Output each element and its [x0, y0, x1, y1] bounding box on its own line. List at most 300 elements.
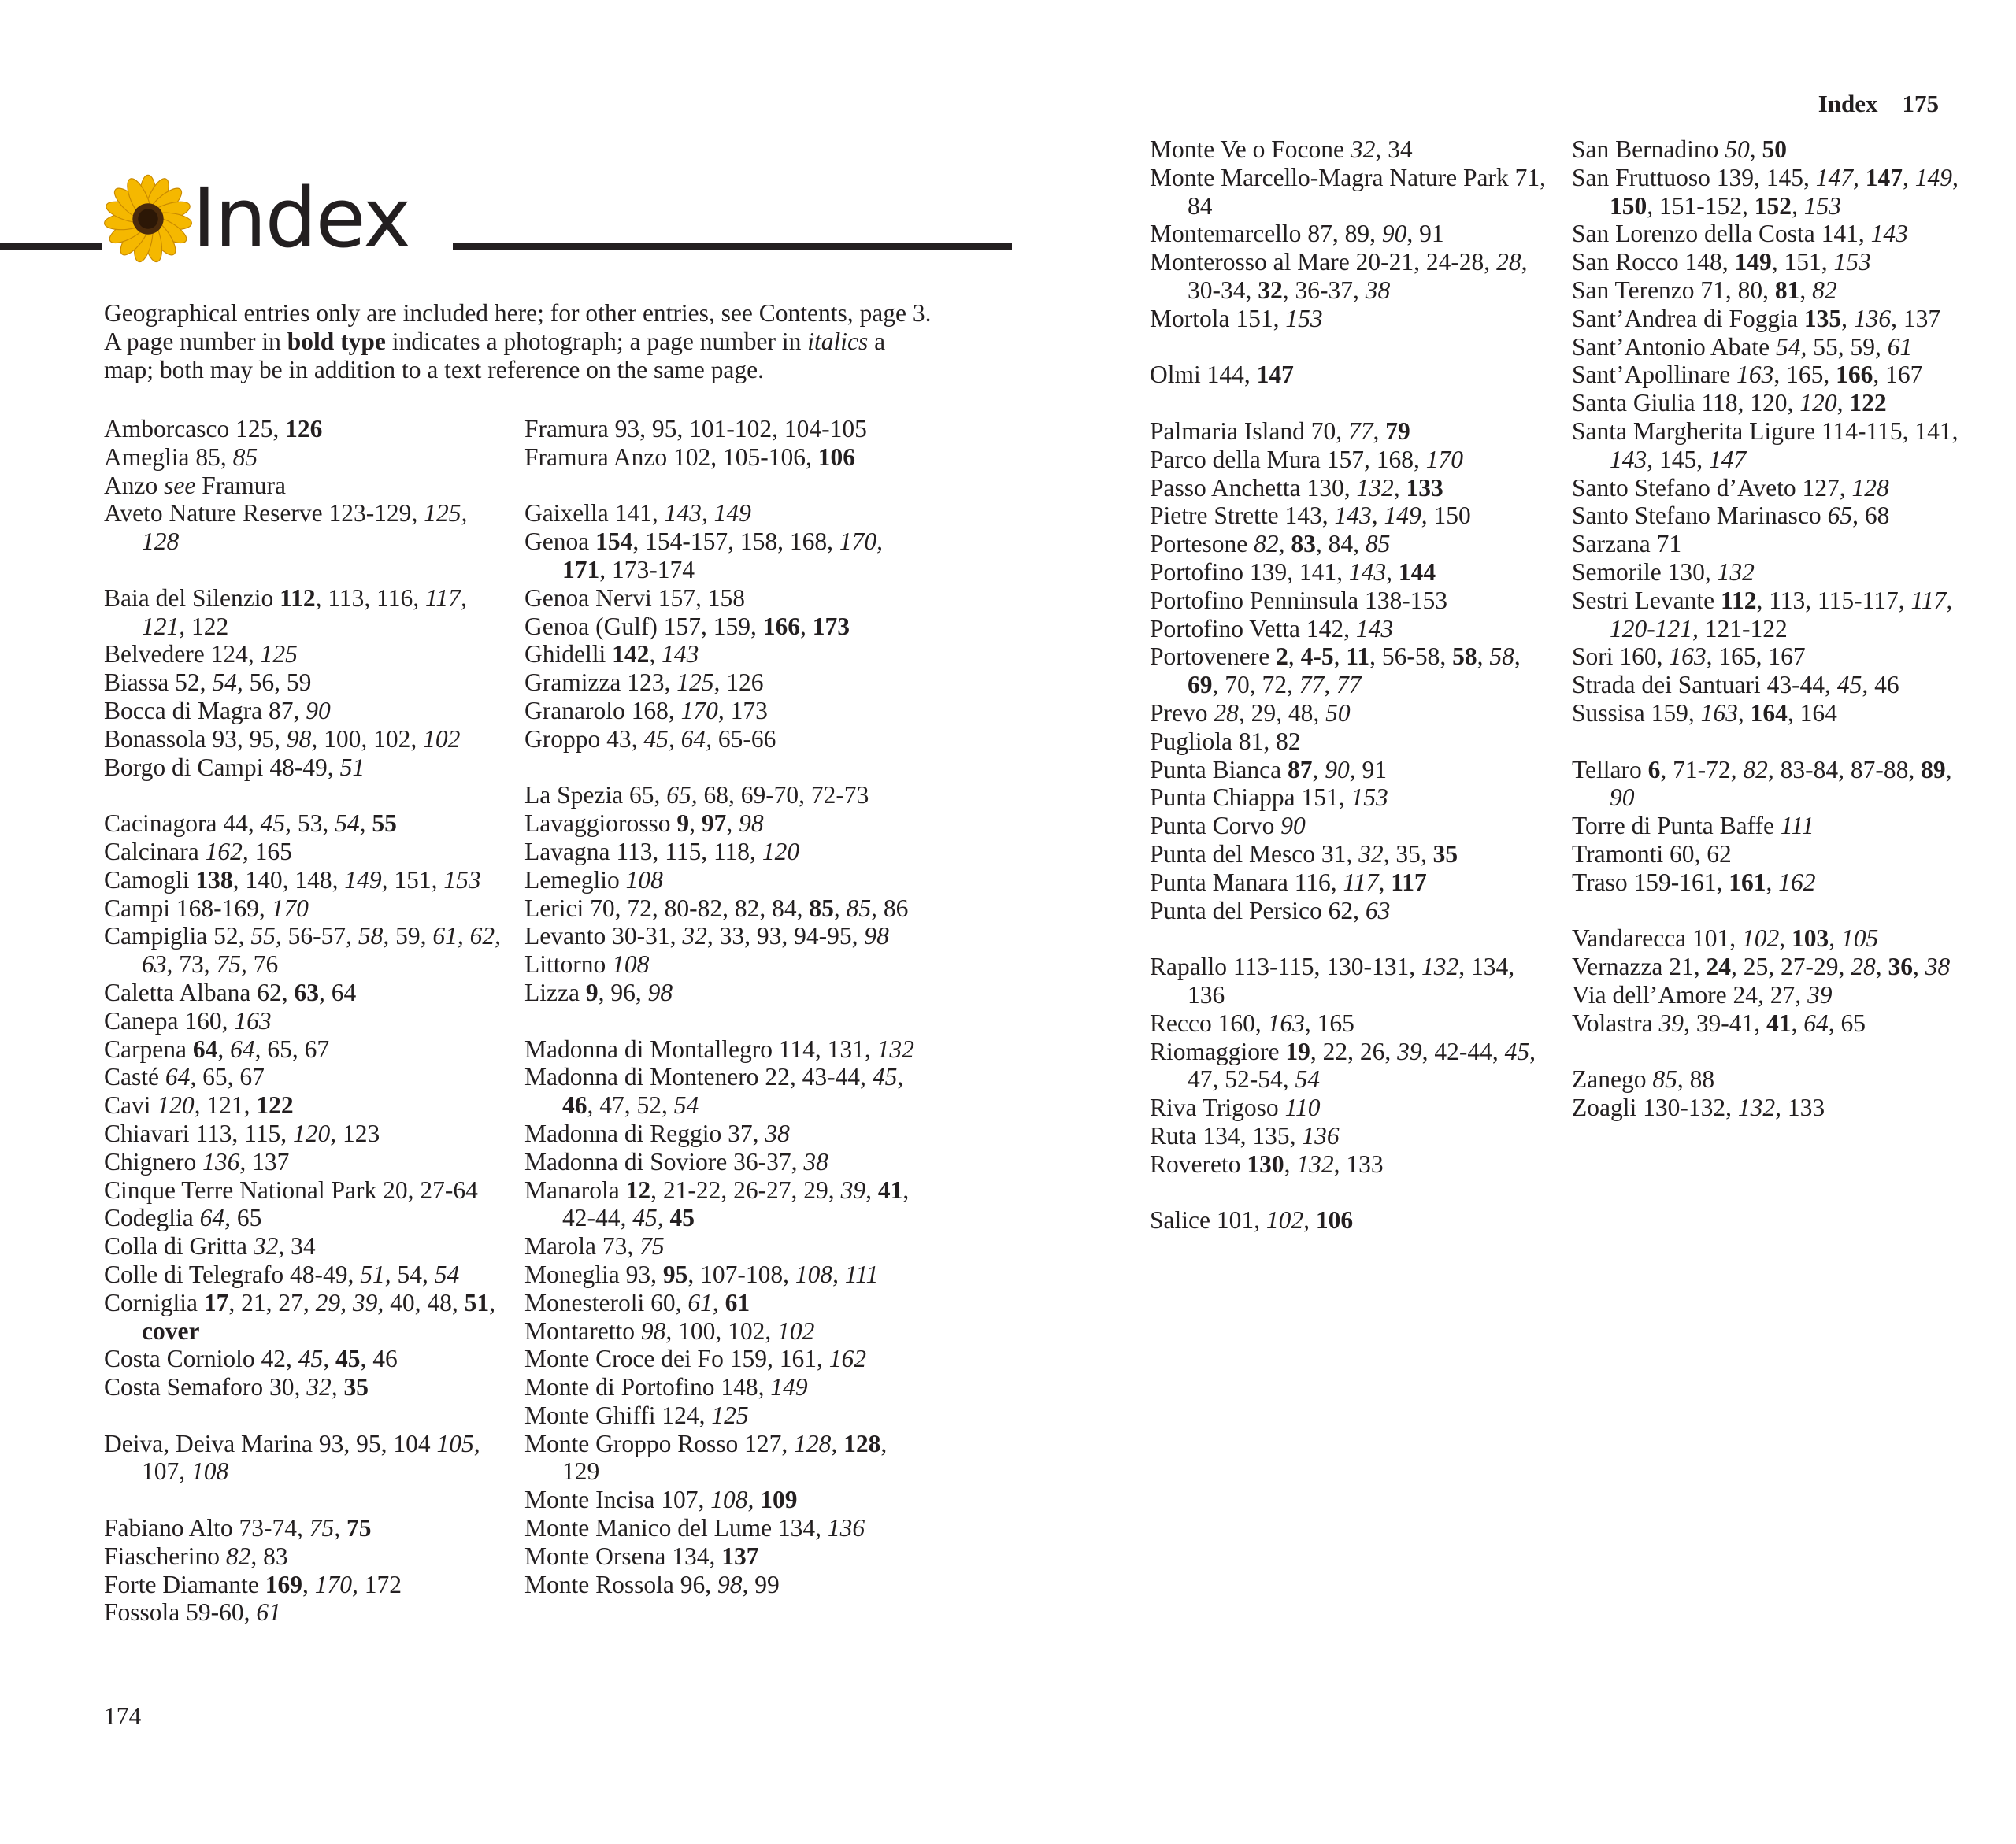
entry-name: Campiglia	[104, 922, 214, 950]
index-entry	[1150, 1150, 1551, 1179]
entry-name: Costa Corniolo	[104, 1345, 261, 1373]
index-entry	[1572, 333, 1973, 361]
photo-page-ref: 2	[1276, 642, 1288, 671]
photo-page-ref: 89	[1921, 755, 1946, 783]
photo-page-ref: 4-5	[1300, 642, 1334, 671]
index-entry	[524, 640, 926, 668]
entry-name: Punta del Persico	[1150, 896, 1329, 924]
sunflower-icon	[102, 173, 194, 265]
map-page-ref: 136,	[202, 1147, 246, 1176]
index-entry	[1150, 728, 1551, 756]
page-ref: 101,	[1692, 924, 1743, 953]
index-column-3	[1150, 135, 1551, 1235]
map-page-ref: 98	[864, 922, 889, 950]
page-ref: 85	[195, 442, 220, 471]
page-ref: ,	[1303, 1206, 1316, 1235]
page-ref: 42,	[261, 1345, 298, 1373]
entry-name: Madonna di Montallegro	[524, 1035, 779, 1063]
entry-name: Tramonti	[1572, 839, 1670, 868]
index-entry	[104, 1063, 506, 1091]
page-ref: , 56-58,	[1369, 642, 1453, 671]
page-ref: ,	[1749, 135, 1762, 163]
entry-name: Amborcasco	[104, 415, 236, 442]
index-entry	[1572, 587, 1973, 643]
index-entry	[1150, 135, 1551, 164]
page-ref: 148,	[721, 1373, 771, 1402]
map-page-ref: 147	[1709, 445, 1747, 473]
entry-name: Sarzana	[1572, 530, 1657, 558]
map-page-ref: 90	[1280, 812, 1306, 840]
index-entry	[104, 1261, 506, 1289]
page-ref: 113, 115, 118,	[616, 837, 762, 865]
map-page-ref: 32,	[306, 1373, 338, 1402]
index-entry	[1150, 756, 1551, 784]
page-ref: 70,	[1310, 417, 1348, 445]
entry-name: Colla di Gritta	[104, 1232, 254, 1261]
index-entry	[1150, 783, 1551, 812]
index-entry	[1572, 135, 1973, 164]
map-page-ref: 128,	[794, 1429, 838, 1457]
entry-name: Aveto Nature Reserve	[104, 499, 329, 528]
map-page-ref: 64,	[199, 1204, 231, 1232]
page-ref: 68, 69-70, 72-73	[697, 781, 869, 809]
page-ref: ,	[1333, 642, 1347, 671]
page-ref: , 70, 72,	[1212, 671, 1299, 699]
index-entry	[1150, 1206, 1551, 1235]
entry-name: Caletta Albana	[104, 978, 258, 1006]
index-entry	[104, 499, 506, 556]
photo-page-ref: 147	[1256, 361, 1294, 389]
map-page-ref: 54	[673, 1091, 699, 1120]
page-ref: 71, 80,	[1700, 276, 1775, 304]
page-ref: , 33, 93, 94-95,	[706, 922, 865, 950]
index-entry	[1572, 361, 1973, 389]
index-entry	[1572, 756, 1973, 813]
index-entry	[104, 1120, 506, 1148]
index-entry	[1572, 220, 1973, 248]
page-ref: 141,	[614, 499, 665, 528]
entry-name: Monte Ve o Focone	[1150, 135, 1351, 163]
index-entry	[524, 1176, 926, 1233]
entry-name: Passo Anchetta	[1150, 473, 1307, 502]
map-page-ref: 38	[1925, 953, 1951, 981]
page-ref: 139, 141,	[1249, 557, 1349, 586]
map-page-ref: 149,	[344, 865, 388, 894]
map-page-ref: 108	[191, 1457, 229, 1486]
page-ref: ,	[1386, 557, 1399, 586]
photo-page-ref: 173	[812, 612, 850, 640]
entry-name: Monte Groppo Rosso	[524, 1429, 745, 1457]
page-ref: , 35,	[1383, 839, 1433, 868]
page-ref	[340, 1514, 346, 1542]
page-ref: , 113, 115-117,	[1756, 586, 1911, 614]
map-page-ref: 120	[1799, 389, 1837, 417]
index-entry	[104, 1148, 506, 1176]
index-entry	[524, 499, 926, 528]
page-ref: , 21, 27,	[228, 1288, 316, 1316]
entry-name: Chignero	[104, 1147, 203, 1176]
photo-page-ref: 103	[1792, 924, 1829, 953]
map-page-ref: 170	[271, 894, 309, 922]
index-entry	[1572, 389, 1973, 417]
entry-name: Zoagli	[1572, 1094, 1644, 1122]
index-entry	[1150, 812, 1551, 840]
page-ref: , 96,	[598, 978, 648, 1006]
page-ref: 159,	[1651, 698, 1701, 727]
index-entry	[1572, 840, 1973, 868]
index-entry	[1150, 248, 1551, 305]
index-entry	[1150, 530, 1551, 558]
map-page-ref: 85	[1652, 1065, 1677, 1094]
entry-name: San Terenzo	[1572, 276, 1701, 304]
page-ref: 24, 27,	[1732, 980, 1808, 1009]
index-entry	[104, 640, 506, 668]
page-ref: ,	[1875, 953, 1888, 981]
page-ref: , 140, 148,	[232, 865, 345, 894]
page-ref: ,	[649, 640, 662, 668]
photo-page-ref: 126	[285, 415, 323, 442]
page-ref: 159-161,	[1633, 868, 1729, 896]
page-ref: 168-169,	[176, 894, 272, 922]
page-ref: 122	[185, 612, 229, 640]
photo-page-ref: 55	[372, 809, 397, 838]
map-page-ref: 45, 64,	[643, 724, 712, 753]
entry-name: Punta Manara	[1150, 868, 1295, 896]
map-page-ref: 153	[1803, 191, 1841, 220]
map-page-ref: 61, 62, 63,	[142, 922, 501, 979]
page-ref: 116,	[1294, 868, 1343, 896]
map-page-ref: 128	[1851, 473, 1889, 502]
photo-page-ref: 117	[1391, 868, 1427, 896]
index-entry	[104, 979, 506, 1007]
entry-name: Monte Incisa	[524, 1486, 662, 1514]
page-ref: ,	[1903, 163, 1915, 191]
entry-name: Borgo di Campi	[104, 753, 270, 781]
entry-name: Deiva, Deiva Marina	[104, 1429, 319, 1457]
index-entry	[104, 1571, 506, 1599]
page-ref: 160,	[1217, 1009, 1268, 1037]
map-page-ref: 162	[1778, 868, 1816, 896]
map-page-ref: 82,	[1254, 530, 1285, 558]
index-entry	[1150, 417, 1551, 446]
photo-page-ref: 142	[612, 640, 650, 668]
entry-name: Monte Marcello-Magra Nature Park	[1150, 163, 1515, 191]
map-page-ref: 149	[770, 1373, 808, 1402]
entry-name: Ameglia	[104, 442, 196, 471]
entry-name: Levanto	[524, 922, 613, 950]
index-entry	[1572, 502, 1973, 530]
page-ref: 160,	[184, 1006, 235, 1035]
entry-name: Corniglia	[104, 1288, 204, 1316]
map-page-ref: see	[164, 471, 196, 499]
page-ref: ,	[1792, 191, 1804, 220]
map-page-ref: 120,	[157, 1091, 201, 1120]
map-page-ref: 153	[1833, 248, 1871, 276]
page-ref: , 164	[1787, 698, 1837, 727]
entry-name: Moneglia	[524, 1260, 626, 1288]
photo-page-ref: 9	[676, 809, 690, 838]
page-ref: ,	[1799, 276, 1813, 304]
photo-page-ref: 166	[762, 612, 800, 640]
map-page-ref: 170	[1425, 445, 1464, 473]
page-ref: 114-115, 141,	[1821, 417, 1959, 445]
page-ref: ,	[1312, 755, 1325, 783]
map-page-ref: 102	[1266, 1206, 1304, 1235]
entry-name: Traso	[1572, 868, 1634, 896]
page-ref: 107,	[661, 1486, 711, 1514]
page-ref: 107,	[142, 1457, 191, 1486]
page-ref: ,	[1836, 389, 1850, 417]
map-page-ref: 108	[625, 865, 663, 894]
page-ref: , 21-22, 26-27, 29,	[650, 1176, 841, 1204]
map-page-ref: 162	[828, 1345, 866, 1373]
map-page-ref: 38	[803, 1147, 828, 1176]
photo-page-ref: cover	[142, 1316, 200, 1345]
map-page-ref: 153	[443, 865, 481, 894]
page-ref: 121-122	[1698, 614, 1788, 642]
page-ref: , 46	[1862, 671, 1899, 699]
photo-page-ref: 11	[1346, 642, 1370, 671]
index-entry	[524, 1373, 926, 1402]
entry-name: Codeglia	[104, 1204, 200, 1232]
map-page-ref: 45	[872, 1063, 898, 1091]
map-page-ref: 98	[647, 978, 673, 1006]
page-ref: , 39-41,	[1684, 1009, 1767, 1037]
entry-name: Santo Stefano Marinasco	[1572, 502, 1828, 530]
page-ref: 123,	[627, 668, 677, 697]
photo-page-ref: 169	[265, 1570, 302, 1598]
map-page-ref: 149	[1914, 163, 1953, 191]
page-ref: 44,	[223, 809, 261, 838]
entry-name: Bonassola	[104, 724, 213, 753]
photo-page-ref: 95	[662, 1260, 688, 1288]
page-ref: , 83-84, 87-88,	[1767, 755, 1922, 783]
map-page-ref: 64	[1803, 1009, 1829, 1037]
page-ref: , 129	[562, 1429, 888, 1486]
index-entry	[104, 668, 506, 697]
entry-name: Anzo	[104, 471, 165, 499]
photo-page-ref: 83	[1291, 530, 1316, 558]
page-ref: 130,	[1306, 473, 1357, 502]
entry-name: Portesone	[1150, 530, 1254, 558]
map-page-ref: 51	[339, 753, 365, 781]
entry-name: Zanego	[1572, 1065, 1653, 1094]
page-ref: 99	[748, 1570, 780, 1598]
entry-name: Bocca di Magra	[104, 696, 269, 724]
index-column-4	[1572, 135, 1973, 1122]
index-entry	[1150, 502, 1551, 530]
page-ref: ,	[897, 1063, 904, 1091]
page-ref: ,	[217, 1035, 231, 1063]
map-page-ref: 90	[1381, 220, 1407, 248]
photo-page-ref: 45	[669, 1204, 695, 1232]
page-ref: , 91	[1406, 220, 1444, 248]
map-page-ref: 38	[1365, 276, 1391, 304]
index-entry	[1150, 164, 1551, 220]
page-ref: , 46	[360, 1345, 398, 1373]
index-entry	[104, 1345, 506, 1373]
page-ref: , 107-108,	[687, 1260, 795, 1288]
photo-page-ref: 152	[1754, 191, 1792, 220]
map-page-ref: 63	[1365, 896, 1391, 924]
entry-name: Ghidelli	[524, 640, 613, 668]
page-ref: , 71-72,	[1660, 755, 1744, 783]
index-entry	[1572, 276, 1973, 305]
entry-name: Madonna di Soviore	[524, 1147, 734, 1176]
index-entry	[524, 1120, 926, 1148]
map-page-ref: 136	[827, 1514, 865, 1542]
photo-page-ref: 64	[192, 1035, 218, 1063]
page-ref: ,	[1324, 671, 1336, 699]
page-ref: 21,	[1669, 953, 1707, 981]
page-ref: 43-44,	[1766, 671, 1837, 699]
entry-name: Montemarcello	[1150, 220, 1308, 248]
page-ref: 87, 89,	[1307, 220, 1382, 248]
page-ref: 40, 48,	[384, 1288, 465, 1316]
page-ref: 20, 27-64	[383, 1176, 478, 1204]
page-ref: 150	[1427, 502, 1471, 530]
index-entry	[1150, 446, 1551, 474]
photo-page-ref: 122	[1849, 389, 1887, 417]
map-page-ref: 147,	[1815, 163, 1859, 191]
index-entry	[1150, 1122, 1551, 1150]
map-page-ref: 28	[1851, 953, 1876, 981]
photo-page-ref: 41	[877, 1176, 903, 1204]
map-page-ref: 128	[142, 528, 180, 556]
entry-name: San Fruttuoso	[1572, 163, 1717, 191]
index-entry	[1572, 981, 1973, 1009]
index-entry	[524, 781, 926, 809]
photo-page-ref: 35	[1432, 839, 1458, 868]
entry-name: Monte di Portofino	[524, 1373, 721, 1402]
map-page-ref: 90	[306, 696, 331, 724]
map-page-ref: 54,	[1775, 332, 1807, 361]
map-page-ref: 162,	[205, 837, 249, 865]
map-page-ref: 58	[1489, 642, 1514, 671]
page-ref: 34	[284, 1232, 316, 1261]
photo-page-ref: 12	[625, 1176, 651, 1204]
page-ref: , 65	[1828, 1009, 1866, 1037]
map-page-ref: 54	[434, 1260, 460, 1288]
map-page-ref: 39	[1658, 1009, 1684, 1037]
page-ref: , 151,	[1771, 248, 1834, 276]
entry-name: Portofino Vetta	[1150, 614, 1306, 642]
page-ref: ,	[411, 499, 424, 528]
index-entry	[104, 443, 506, 472]
page-ref: , 165	[1304, 1009, 1354, 1037]
page-ref: 96,	[680, 1570, 718, 1598]
map-page-ref: 125	[260, 640, 298, 668]
page-ref: 118, 120,	[1701, 389, 1800, 417]
page-ref: 65-66	[712, 724, 776, 753]
page-ref: 59,	[389, 922, 433, 950]
page-ref: ,	[712, 1288, 725, 1316]
entry-name: Punta Bianca	[1150, 755, 1288, 783]
page-ref: 54,	[391, 1260, 435, 1288]
map-page-ref: 58,	[358, 922, 390, 950]
page-ref: 134, 135,	[1203, 1121, 1303, 1150]
index-entry	[1572, 1009, 1973, 1038]
index-entry	[524, 1063, 926, 1120]
index-entry	[524, 1514, 926, 1542]
page-ref: 134,	[672, 1542, 722, 1570]
entry-name: Colle di Telegrafo	[104, 1260, 291, 1288]
index-entry	[1572, 164, 1973, 220]
photo-page-ref: 147	[1865, 163, 1903, 191]
map-page-ref: 102	[423, 724, 461, 753]
page-ref: 86	[876, 894, 909, 922]
photo-page-ref: 149	[1734, 248, 1772, 276]
index-entry	[524, 443, 926, 472]
index-entry	[524, 922, 926, 950]
index-entry	[1572, 868, 1973, 897]
map-page-ref: 98,	[286, 724, 318, 753]
entry-name: Lavagna	[524, 837, 617, 865]
index-entry	[524, 950, 926, 979]
photo-page-ref: 17	[203, 1288, 229, 1316]
map-page-ref: 120,	[293, 1119, 337, 1147]
map-page-ref: 82,	[225, 1542, 258, 1570]
photo-page-ref: 133	[1406, 473, 1443, 502]
page-ref: ,	[1766, 868, 1779, 896]
page-ref: , 34	[1375, 135, 1413, 163]
entry-name: Portofino	[1150, 557, 1250, 586]
entry-name: Lizza	[524, 978, 586, 1006]
photo-page-ref: 63	[294, 978, 319, 1006]
map-page-ref: 163	[1736, 361, 1774, 389]
page-ref: 93, 95,	[212, 724, 287, 753]
index-entry	[524, 1430, 926, 1487]
page-ref	[872, 1176, 878, 1204]
index-entry	[524, 1542, 926, 1571]
entry-name: Manarola	[524, 1176, 626, 1204]
map-page-ref: 98,	[717, 1570, 749, 1598]
index-entry	[524, 1148, 926, 1176]
page-ref: 168,	[631, 696, 681, 724]
index-entry	[524, 838, 926, 866]
page-ref: , 133	[1333, 1150, 1384, 1178]
entry-name: Palmaria Island	[1150, 417, 1311, 445]
map-page-ref: 45,	[260, 809, 291, 838]
page-ref: 93,	[625, 1260, 663, 1288]
page-ref	[837, 1430, 843, 1457]
entry-name: Sant’Apollinare	[1572, 361, 1737, 389]
map-page-ref: 39	[1397, 1037, 1422, 1065]
index-entry	[524, 1571, 926, 1599]
intro-segment: italics	[807, 328, 869, 355]
entry-name: Framura Anzo	[524, 442, 673, 471]
index-entry	[524, 1317, 926, 1346]
entry-name: San Bernadino	[1572, 135, 1725, 163]
page-ref: , 47, 52,	[587, 1091, 674, 1120]
map-page-ref: 54,	[212, 668, 243, 697]
map-page-ref: 54	[1295, 1065, 1320, 1094]
photo-page-ref: 144	[1398, 557, 1436, 586]
entry-name: San Rocco	[1572, 248, 1685, 276]
map-page-ref: 125,	[424, 499, 468, 528]
entry-name: Cacinagora	[104, 809, 224, 838]
index-entry	[1572, 699, 1973, 728]
map-page-ref: 45	[1504, 1037, 1530, 1065]
page-ref: Framura	[195, 471, 286, 499]
entry-name: Vernazza	[1572, 953, 1670, 981]
map-page-ref: 132	[1421, 953, 1459, 981]
title-rule-left	[0, 243, 102, 250]
entry-name: Canepa	[104, 1006, 185, 1035]
index-entry	[1150, 587, 1551, 615]
index-entry	[104, 1430, 506, 1487]
page-ref: 138-153	[1365, 586, 1447, 614]
